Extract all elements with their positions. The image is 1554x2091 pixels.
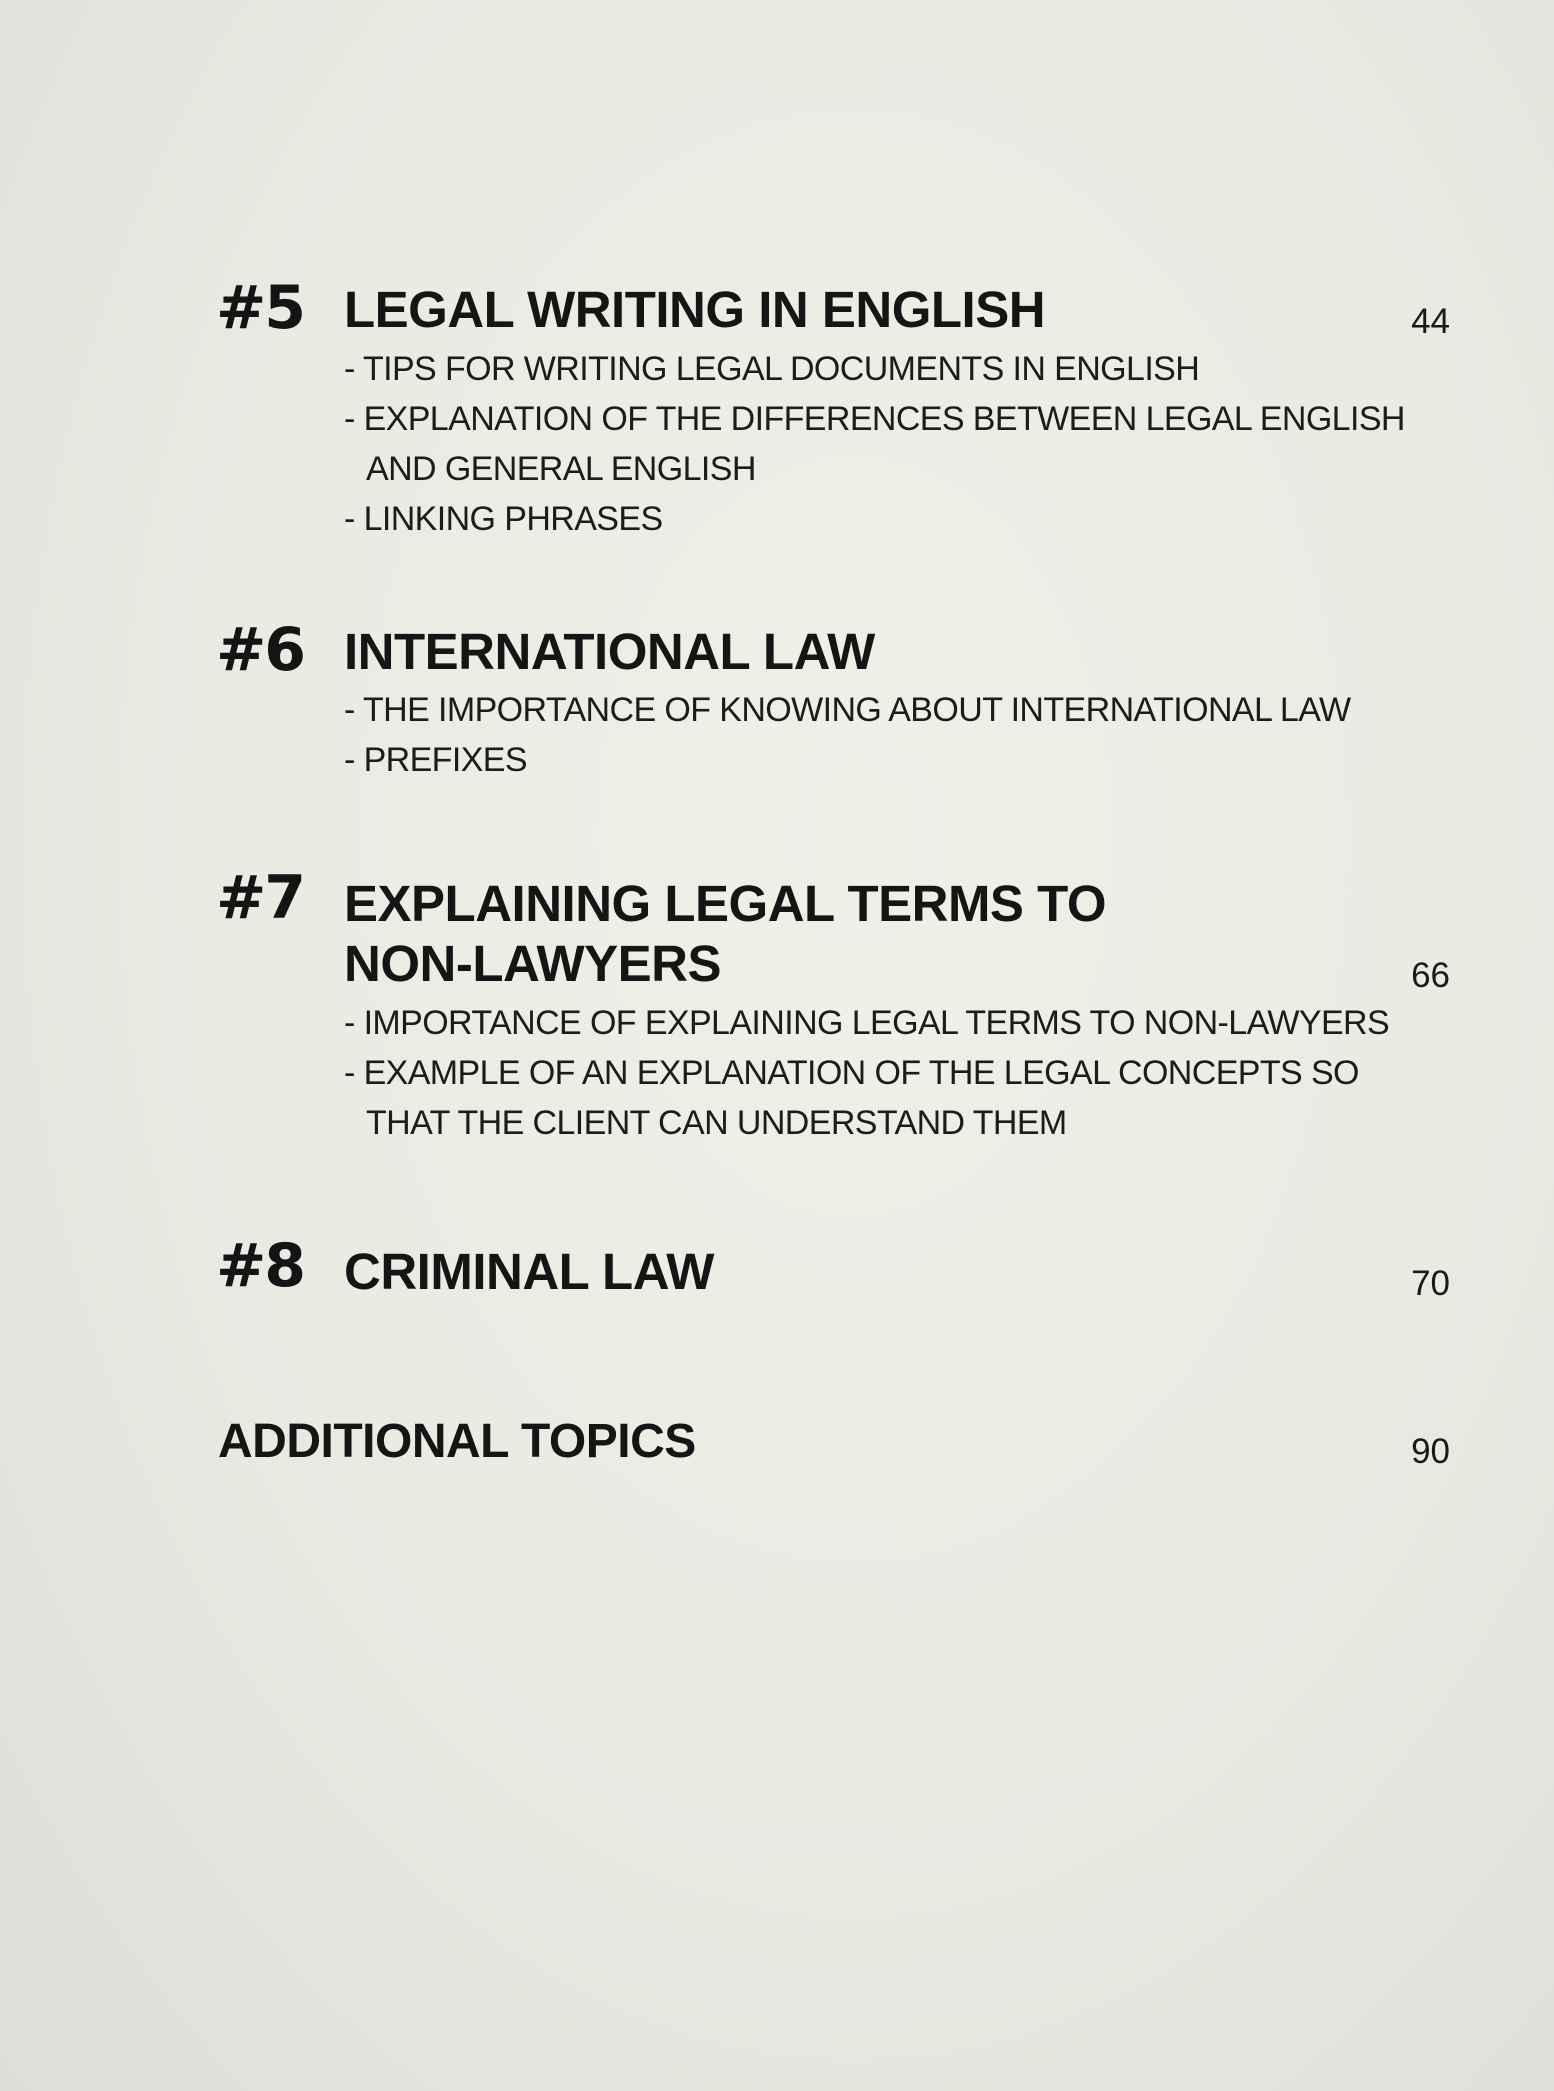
section-title: CRIMINAL LAW	[344, 1243, 714, 1300]
subtopic-item: - EXAMPLE OF AN EXPLANATION OF THE LEGAL CONCEPTS SO THAT THE CLIENT CAN UNDERSTAND THEM	[344, 1054, 1359, 1142]
section-number: #6	[216, 615, 305, 685]
subtopic-item: - LINKING PHRASES	[344, 500, 663, 538]
subtopic-list	[344, 344, 1464, 544]
subtopic-item: - THE IMPORTANCE OF KNOWING ABOUT INTERNATIONAL LAW	[344, 691, 1351, 729]
page-number: 44	[1411, 302, 1450, 341]
subtopic-item: - EXPLANATION OF THE DIFFERENCES BETWEEN LEGAL ENGLISH AND GENERAL ENGLISH	[344, 400, 1405, 488]
section-title-line-2: NON-LAWYERS	[344, 935, 721, 992]
subtopic-item: - PREFIXES	[344, 741, 527, 779]
section-title-line-1: EXPLAINING LEGAL TERMS TO	[344, 875, 1107, 932]
additional-topics-page-number: 90	[1411, 1432, 1450, 1471]
page-number: 70	[1411, 1264, 1450, 1303]
subtopic-list	[344, 998, 1464, 1148]
subtopic-item: - IMPORTANCE OF EXPLAINING LEGAL TERMS TO NON-LAWYERS	[344, 1004, 1390, 1042]
page-number: 66	[1411, 956, 1450, 995]
section-number: #5	[216, 273, 305, 343]
section-title: INTERNATIONAL LAW	[344, 623, 875, 680]
section-number: #7	[216, 863, 305, 933]
subtopic-list	[344, 685, 1464, 785]
section-number: #8	[216, 1231, 305, 1301]
additional-topics-title: ADDITIONAL TOPICS	[218, 1415, 696, 1468]
section-title: LEGAL WRITING IN ENGLISH	[344, 281, 1046, 338]
subtopic-item: - TIPS FOR WRITING LEGAL DOCUMENTS IN ENGLISH	[344, 350, 1200, 388]
